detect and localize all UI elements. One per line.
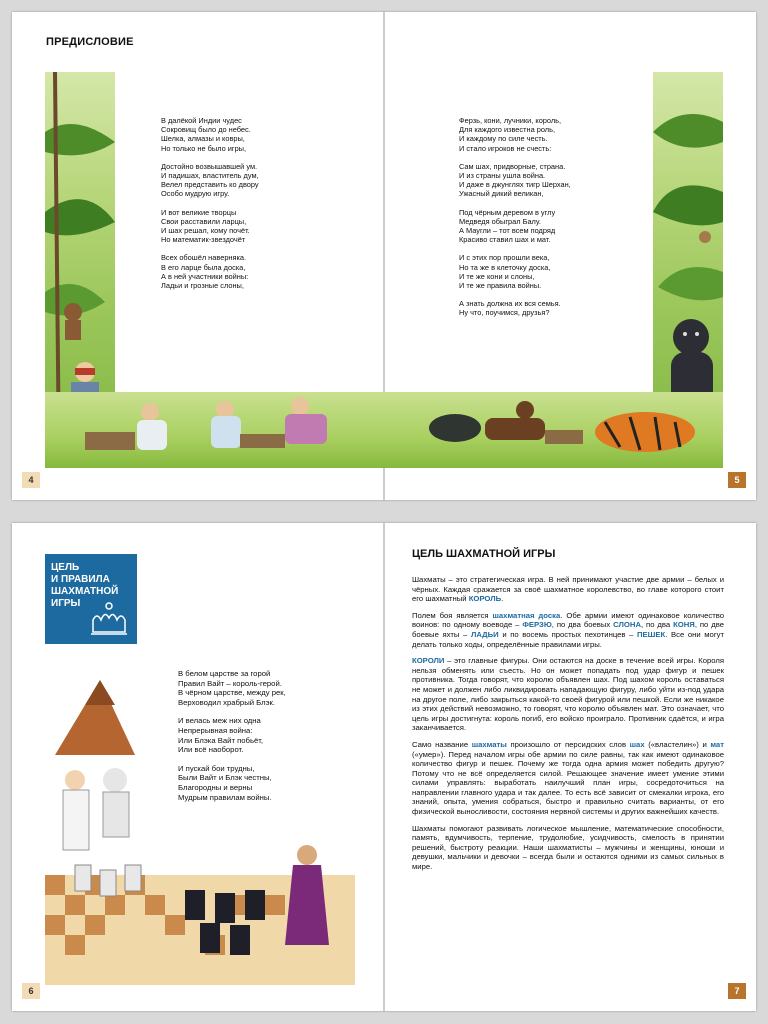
poem-line: Велел представить ко двору [161,180,259,190]
paragraph-text: , по два боевых [551,620,614,630]
page-title: ПРЕДИСЛОВИЕ [46,36,134,48]
paragraph-text: Шахматы помогают развивать логическое мышление, математические способности, память, вдумчивость, терпение, трудолюбие, усидчивость, смелость в принятии решений, быстроту реакции. Наши шахматисты – мужчины и женщины, юноши и девушки, мальчики и девочки – всегда были и остаются одними из самых сильных в мире. [412,823,724,872]
poem-stanza [178,716,358,754]
section-body [412,575,724,879]
poem-right-column [459,116,669,327]
body-paragraph [412,656,724,733]
paragraph-text: и по восемь простых пехотинцев – [498,629,638,639]
highlighted-term: шахматы [471,739,507,749]
page-number-right: 5 [728,472,746,488]
highlighted-term: СЛОНА [613,620,642,630]
poem-line: Всех обошёл наверняка. [161,253,247,263]
paragraph-text: – это главные фигуры. Они остаются на доске в течение всей игры. Короля нельзя обменять или съесть. Но он может попадать под удар фигур и пешек противника. Тогда говорят, что королю объявлен шах. Под шахом король оставаться не может и должен либо ликвидировать нападающую фигуру, либо уйти из-под удара на другое поле, либо закрыться какой-то своей фигурой или пешкой. Если же никакое из этих действий невозможно, то говорят, что королю объявлен мат. Это означает, что цель игры достигнута: король погиб, его войско проиграло. Противник сдаётся, и игра заканчивается. [412,656,724,733]
paragraph-text: Шахматы – это стратегическая игра. В ней принимают участие две армии – белых и чёрных. Каждая сражается за своё шахматное королевство, во главе которого стоит его шахматный [412,575,724,604]
highlighted-term: мат [710,739,724,749]
poem-line: И те же кони и слоны, [459,271,535,281]
poem-stanza [459,253,669,290]
poem-line: Были Вайт и Блэк честны, [178,773,272,783]
body-paragraph [412,740,724,817]
poem-line: Или Блэка Вайт побьёт, [178,735,264,745]
paragraph-text: («умер»). Перед началом игры обе армии по силе равны, так как имеют одинаковое количество фигур и пешек. Почему же тогда одна армия может победить другую? Потому что не всё определяется силой. Решающее значение имеет умение этими силами управлять: выработать наилучший план игры, сосредоточиться на направлении главного удара и так далее. То есть всё зависит от смекалки игрока, его знаний, опыта, умения собраться, быстро и правильно считать варианты, от его физической выносливости, состояния нервной системы и других важнейших качеств. [412,749,724,817]
poem-line: Особо мудрую игру. [161,189,230,199]
spread-chess-goal [12,523,756,1011]
poem-stanza [459,116,669,153]
poem-line: Мудрым правилам войны. [178,792,272,802]
poem-line: Но математик-звездочёт [161,235,246,245]
paragraph-text: Полем боя является [412,610,493,620]
poem-stanza [178,764,358,802]
poem-line: Благородны и верны [178,782,253,792]
poem-line: И те же правила войны. [459,281,542,291]
highlighted-term: КОРОЛЬ [468,594,502,604]
page-number-left: 6 [22,983,40,999]
poem-line: А Маугли – тот всем подряд [459,226,556,236]
poem-line: Ужасный дикий великан, [459,189,544,199]
poem-line: И шах решал, кому почёт. [161,226,250,236]
poem-stanza [459,299,669,317]
poem-line: И с этих пор прошли века, [459,253,550,263]
poem-line: Или всё наоборот. [178,745,244,755]
poem-line: И вот великие творцы [161,207,237,217]
page-number-left: 4 [22,472,40,488]
paragraph-text: , по два [641,620,674,630]
poem-line: И каждому по силе честь. [459,134,548,144]
poem-stanza [178,669,358,707]
page-number-right: 7 [728,983,746,999]
poem-line: Красиво ставил шах и мат. [459,235,551,245]
poem-stanza [161,162,351,199]
highlighted-term: КОНЯ [673,620,695,630]
poem-stanza [161,116,351,153]
highlighted-term: шахматная доска [492,610,561,620]
poem-line: Сокровищ было до небес. [161,125,251,135]
body-paragraph [412,575,724,604]
poem-line: Достойно возвышавшей ум. [161,161,258,171]
poem-line: Свои расставили ларцы, [161,216,247,226]
paragraph-text: . Обе армии имеют одинаковое количество воинов: по одному воеводе – [412,610,724,630]
poem-line: В чёрном царстве, между рек, [178,688,286,698]
poem-line: Ладьи и грозные слоны, [161,281,244,291]
highlighted-term: шах [629,739,645,749]
poem-line: А в ней участники войны: [161,271,249,281]
poem-stanza [161,253,351,290]
spread-preface [12,12,756,500]
poem-stanza [459,162,669,199]
poem-line: И падишах, властитель дум, [161,171,259,181]
highlighted-term: ЛАДЬИ [470,629,499,639]
poem-line: Для каждого известна роль, [459,125,556,135]
section-title: ЦЕЛЬ ШАХМАТНОЙ ИГРЫ [412,548,556,560]
crown-icon [87,598,131,638]
poem-line: А знать должна их вся семья. [459,299,561,309]
poem-left-column [161,116,351,299]
paragraph-text: («властелин») и [644,739,711,749]
poem-line: Сам шах, придворные, страна. [459,161,566,171]
paragraph-text: Само название [412,739,472,749]
poem-line: Но та же в клеточку доска, [459,262,551,272]
poem-line: Ферзь, кони, лучники, король, [459,116,562,125]
highlighted-term: ПЕШЕК [637,629,666,639]
chapter-title-box [45,554,137,644]
paragraph-text: , по две боевые яхты – [412,620,724,639]
jungle-illustration-bottom [45,392,723,468]
paragraph-text: . Все они могут делать только ходы, определённые правилами игры. [412,629,724,649]
page-gutter [383,523,385,1011]
poem-line: И из страны ушла война. [459,171,546,181]
poem-line: Но только не было игры, [161,143,247,153]
poem-chess-kingdoms [178,669,358,811]
poem-line: И стало игроков не счесть: [459,143,552,153]
poem-line: Ну что, поучимся, друзья? [459,308,550,318]
highlighted-term: КОРОЛИ [412,656,445,666]
chapter-title: ЦЕЛЬ И ПРАВИЛА ШАХМАТНОЙ ИГРЫ [51,562,119,609]
poem-line: Под чёрным деревом в углу [459,207,556,217]
poem-line: И велась меж них одна [178,716,261,726]
highlighted-term: ФЕРЗЮ [522,620,552,630]
body-paragraph [412,611,724,649]
poem-line: Медведя обыграл Балу. [459,216,541,226]
poem-line: Непрерывная война: [178,725,253,735]
poem-stanza [459,208,669,245]
poem-line: Правил Вайт – король-герой. [178,678,282,688]
paragraph-text: . [501,594,504,604]
poem-line: И даже в джунглях тигр Шерхан, [459,180,571,190]
body-paragraph [412,824,724,872]
poem-line: В далёкой Индии чудес [161,116,242,125]
poem-line: В его ларце была доска, [161,262,246,272]
poem-line: Шелка, алмазы и ковры, [161,134,245,144]
poem-line: Верховодил храбрый Блэк. [178,697,276,707]
poem-line: И пускай бои трудны, [178,763,255,773]
paragraph-text: произошло от персидских слов [506,739,630,749]
poem-stanza [161,208,351,245]
poem-line: В белом царстве за горой [178,669,271,678]
